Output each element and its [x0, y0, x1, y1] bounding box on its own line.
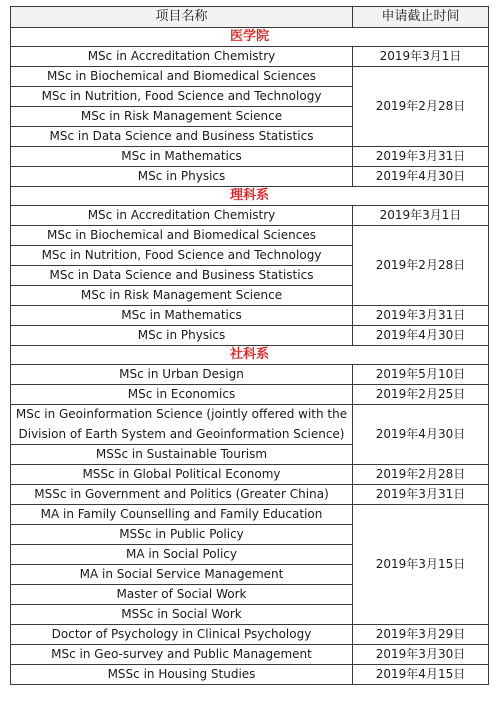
table-row: [11, 385, 489, 405]
program-name: MA in Social Policy: [11, 545, 353, 565]
program-name: MSc in Biochemical and Biomedical Sciences: [11, 67, 353, 87]
deadline-cell: 2019年3月29日: [353, 625, 489, 645]
program-name: MSc in Nutrition, Food Science and Technology: [11, 246, 353, 266]
program-name: MSc in Risk Management Science: [11, 107, 353, 127]
table-row: [11, 405, 489, 445]
deadline-cell: 2019年3月1日: [353, 206, 489, 226]
table-row: [11, 465, 489, 485]
deadline-cell: 2019年3月31日: [353, 306, 489, 326]
program-name: MSc in Mathematics: [11, 306, 353, 326]
deadline-cell: 2019年5月10日: [353, 365, 489, 385]
section-title: 医学院: [11, 28, 489, 47]
deadline-cell: 2019年2月28日: [353, 226, 489, 306]
program-name: MSc in Data Science and Business Statistics: [11, 266, 353, 286]
program-name: MSSc in Government and Politics (Greater China): [11, 485, 353, 505]
table-header-row: [11, 7, 489, 28]
section-title: 社科系: [11, 346, 489, 365]
program-name: MSc in Data Science and Business Statistics: [11, 127, 353, 147]
table-row: [11, 47, 489, 67]
table-row: [11, 306, 489, 326]
program-column-header: 项目名称: [11, 7, 353, 28]
deadline-cell: 2019年3月31日: [353, 485, 489, 505]
deadline-cell: 2019年3月31日: [353, 147, 489, 167]
deadline-cell: 2019年4月30日: [353, 167, 489, 187]
program-name: MSSc in Public Policy: [11, 525, 353, 545]
program-name: MSc in Geoinformation Science (jointly offered with the Division of Earth System and Geoinformation Science): [11, 405, 353, 445]
section-header-row: [11, 28, 489, 47]
deadline-cell: 2019年3月1日: [353, 47, 489, 67]
deadline-cell: 2019年4月30日: [353, 405, 489, 465]
admissions-deadline-table-container: [10, 6, 488, 685]
program-name: MA in Social Service Management: [11, 565, 353, 585]
table-row: [11, 147, 489, 167]
program-name: MSc in Biochemical and Biomedical Sciences: [11, 226, 353, 246]
deadline-cell: 2019年3月30日: [353, 645, 489, 665]
deadline-cell: 2019年4月15日: [353, 665, 489, 685]
deadline-cell: 2019年2月28日: [353, 67, 489, 147]
deadline-column-header: 申请截止时间: [353, 7, 489, 28]
table-row: [11, 505, 489, 525]
table-row: [11, 226, 489, 246]
table-row: [11, 665, 489, 685]
deadline-cell: 2019年4月30日: [353, 326, 489, 346]
program-name: MSc in Urban Design: [11, 365, 353, 385]
program-name: MSSc in Social Work: [11, 605, 353, 625]
program-name: MSc in Mathematics: [11, 147, 353, 167]
deadline-cell: 2019年3月15日: [353, 505, 489, 625]
table-row: [11, 365, 489, 385]
section-header-row: [11, 187, 489, 206]
table-row: [11, 167, 489, 187]
program-name: MSc in Nutrition, Food Science and Technology: [11, 87, 353, 107]
deadline-cell: 2019年2月28日: [353, 465, 489, 485]
deadline-cell: 2019年2月25日: [353, 385, 489, 405]
table-row: [11, 206, 489, 226]
program-name: MSc in Risk Management Science: [11, 286, 353, 306]
section-header-row: [11, 346, 489, 365]
program-name: Master of Social Work: [11, 585, 353, 605]
program-name: MA in Family Counselling and Family Education: [11, 505, 353, 525]
program-name: MSc in Accreditation Chemistry: [11, 47, 353, 67]
program-name: MSc in Physics: [11, 326, 353, 346]
program-name: MSc in Geo-survey and Public Management: [11, 645, 353, 665]
program-name: MSc in Accreditation Chemistry: [11, 206, 353, 226]
program-name: MSSc in Housing Studies: [11, 665, 353, 685]
section-title: 理科系: [11, 187, 489, 206]
table-row: [11, 67, 489, 87]
table-row: [11, 485, 489, 505]
table-row: [11, 326, 489, 346]
program-name: Doctor of Psychology in Clinical Psychology: [11, 625, 353, 645]
table-row: [11, 645, 489, 665]
table-row: [11, 625, 489, 645]
program-name: MSSc in Global Political Economy: [11, 465, 353, 485]
admissions-deadline-table: [10, 6, 489, 685]
program-name: MSc in Physics: [11, 167, 353, 187]
program-name: MSc in Economics: [11, 385, 353, 405]
program-name: MSSc in Sustainable Tourism: [11, 445, 353, 465]
